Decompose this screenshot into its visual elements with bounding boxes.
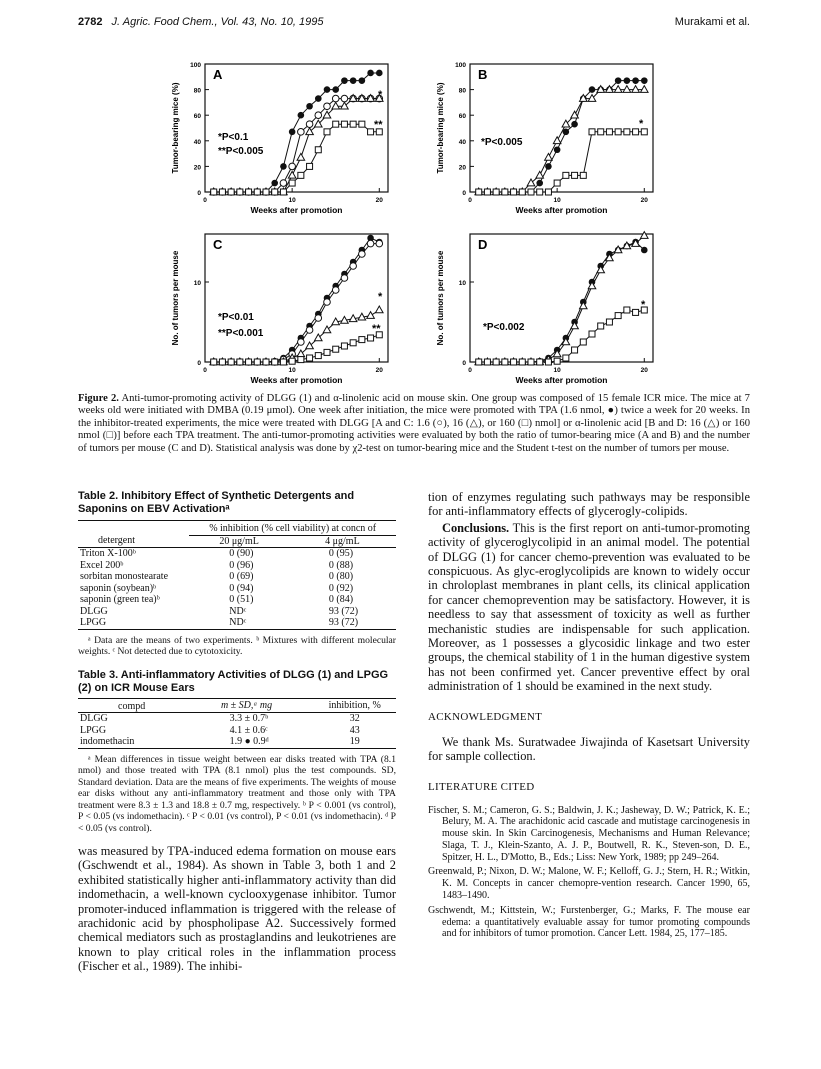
conclusions-paragraph [428, 521, 750, 694]
table-cell: 0 (69) [229, 571, 254, 582]
table3-title: Table 3. Anti-inflammatory Activities of DLGG (1) and LPGG (2) on ICR Mouse Ears [78, 668, 389, 694]
table-cell: DLGG [80, 713, 108, 724]
chart-annotation: *P<0.1 [218, 132, 249, 143]
x-tick-label: 0 [468, 367, 472, 374]
table-cell: LPGG [80, 724, 107, 736]
data-point [493, 359, 499, 365]
table-cell: indomethacin [80, 736, 135, 747]
y-tick-label: 60 [458, 113, 466, 121]
data-point [493, 189, 499, 195]
panel-label: B [478, 67, 488, 82]
table-cell: 43 [349, 724, 360, 736]
data-point [341, 343, 347, 349]
y-axis-label: No. of tumors per mouse [436, 250, 445, 346]
data-point [341, 275, 348, 282]
right-body-text: tion of enzymes regulating such pathways may be responsible for anti-inflammatory effects of glycerogly-colipids. [428, 490, 750, 519]
panel-label: A [213, 67, 223, 82]
chart-annotation: **P<0.001 [218, 328, 264, 339]
data-point [367, 70, 374, 77]
data-point [545, 189, 551, 195]
data-point [563, 355, 569, 361]
data-point [554, 358, 560, 364]
y-tick-label: 80 [193, 87, 201, 95]
data-point [359, 121, 365, 127]
journal-citation: J. Agric. Food Chem., Vol. 43, No. 10, 1995 [111, 16, 324, 28]
y-tick-label: 100 [455, 62, 466, 69]
data-point [633, 309, 639, 315]
table-cell: sorbitan monostearate [80, 571, 169, 582]
data-point [280, 180, 287, 187]
chart-b-svg [425, 52, 675, 222]
y-axis-label: Tumor-bearing mice (%) [171, 82, 180, 174]
data-point [598, 323, 604, 329]
data-point [615, 129, 621, 135]
data-point [272, 189, 278, 195]
data-point [553, 137, 561, 144]
data-point [615, 313, 621, 319]
chart-a-svg [160, 52, 410, 222]
data-point [272, 359, 278, 365]
acknowledgment-heading: ACKNOWLEDGMENT [428, 710, 543, 723]
chart-annotation: * [639, 118, 644, 130]
table-row [78, 736, 396, 748]
y-tick-label: 100 [190, 62, 201, 69]
chart-d-svg [425, 222, 675, 392]
y-tick-label: 80 [458, 87, 466, 95]
series-line [479, 242, 645, 362]
x-tick-label: 10 [288, 367, 296, 374]
data-point [528, 189, 534, 195]
y-tick-label: 0 [462, 190, 466, 197]
panel-label: D [478, 237, 488, 252]
data-point [640, 86, 648, 93]
data-point [641, 77, 648, 84]
data-point [572, 347, 578, 353]
caption-text: Anti-tumor-promoting activity of DLGG (1) and α-linolenic acid on mouse skin. One group was composed of 15 female ICR mice. The mice at 7 weeks old were initiated with DMBA (0.19 μmol). One week after initiation, the mice were promoted with TPA (1.6 nmol, ●) twice a week for 20 weeks. In the inhibitor-treated experiments, the mice were treated with DLGG [A and C: 1.6 (○), 16 (△), or 160 (□) nmol] or α-linolenic acid [B and D: 16 (△) or 160 nmol (□)] before each TPA treatment. The anti-tumor-promoting activities were evaluated by both the ratio of tumor-bearing mice (A and B) and the number of tumors per mouse (C and D). Statistical analysis was done by χ2-test on tumor-bearing mice and the Student t-test on the number of tumors per mouse. [78, 393, 750, 454]
right-column [428, 490, 750, 943]
data-point [641, 247, 648, 254]
data-point [254, 359, 260, 365]
data-point [554, 146, 561, 153]
y-tick-label: 10 [193, 280, 201, 287]
data-point [640, 232, 648, 239]
data-point [519, 189, 525, 195]
data-point [324, 86, 331, 93]
chart-annotation: ** [374, 119, 383, 131]
data-point [289, 358, 295, 364]
data-point [271, 180, 278, 187]
literature-heading: LITERATURE CITED [428, 780, 535, 793]
running-header [78, 16, 324, 28]
left-column [78, 490, 396, 974]
table-cell: 0 (94) [229, 582, 254, 594]
table-cell: saponin (green tea)ᵇ [80, 594, 160, 605]
data-point [350, 77, 357, 84]
x-tick-label: 0 [468, 197, 472, 204]
conclusions-text: This is the first report on anti-tumor-promoting activity of glyceroglycolipid in an animal model. The potential of DLGG (1) for cancer chemo-prevention was evaluated to be conspicuous. As glyc-eroglycolipids are known to widely occur in chroloplast membranes in plant cells, its clinical application for cancer chemoprevention may be satisfactory. However, it is needless to say that assessment of toxicity as well as further mechanistic studies are indispensable for such application. Moreover, as 1 possesses a glycosidic linkage and two ester groups, the chemical stability of 1 in the human digestive system has not been confirmed yet. Cancer preventive effect by oral administration of 1 should be examined in the next study. [428, 520, 750, 694]
data-point [571, 121, 578, 128]
data-point [624, 77, 631, 84]
chart-annotation: *P<0.01 [218, 312, 254, 323]
table3-col-header: compd [118, 700, 146, 712]
x-axis-label: Weeks after promotion [250, 205, 343, 215]
series-line [479, 236, 645, 362]
data-point [376, 70, 383, 77]
data-point [598, 129, 604, 135]
x-axis-label: Weeks after promotion [250, 375, 343, 385]
table-cell: 0 (84) [328, 594, 354, 605]
data-point [298, 129, 305, 136]
data-point [367, 240, 374, 247]
table2-col-header: 20 μg/mL [219, 535, 259, 547]
table-cell: saponin (soybean)ᵇ [80, 582, 157, 594]
data-point [376, 240, 383, 247]
data-point [219, 359, 225, 365]
table3 [78, 698, 396, 749]
data-point [263, 189, 269, 195]
data-point [519, 359, 525, 365]
data-point [624, 129, 630, 135]
chart-c-svg [160, 222, 410, 392]
data-point [606, 319, 612, 325]
data-point [476, 189, 482, 195]
data-point [537, 359, 543, 365]
data-point [324, 299, 331, 306]
data-point [297, 153, 305, 160]
data-point [368, 129, 374, 135]
data-point [306, 121, 313, 128]
data-point [632, 77, 639, 84]
data-point [289, 163, 296, 170]
data-point [554, 180, 560, 186]
x-axis-label: Weeks after promotion [515, 375, 608, 385]
left-body-text: was measured by TPA-induced edema formation on mouse ears (Gschwendt et al., 1984). As shown in Table 3, both 1 and 2 exhibited statistically higher anti-inflammatory activity than did indomethacin, a well-known cyclooxygenase inhibitor. Tumor promoter-induced inflammation is triggered with the release of arachidonic acid by phospholipase A2. Successively formed chemical mediators such as prostaglandins and leukotrienes are known to play critical roles in the inflammation process (Fischer et al., 1989). The inhibi- [78, 844, 396, 974]
x-tick-label: 0 [203, 197, 207, 204]
data-point [536, 180, 543, 187]
data-point [315, 95, 322, 102]
data-point [315, 353, 321, 359]
data-point [263, 359, 269, 365]
table-cell: NDᶜ [229, 617, 247, 628]
data-point [341, 121, 347, 127]
data-point [511, 189, 517, 195]
x-axis-label: Weeks after promotion [515, 205, 608, 215]
y-tick-label: 0 [462, 360, 466, 367]
data-point [511, 359, 517, 365]
x-tick-label: 20 [375, 367, 383, 374]
data-point [350, 340, 356, 346]
data-point [545, 153, 553, 160]
y-tick-label: 40 [193, 138, 201, 146]
data-point [589, 129, 595, 135]
chart-panel-d [425, 222, 675, 392]
data-point [484, 359, 490, 365]
x-tick-label: 0 [203, 367, 207, 374]
data-point [315, 112, 322, 119]
data-point [298, 357, 304, 363]
data-point [228, 359, 234, 365]
data-point [298, 112, 305, 119]
data-point [614, 86, 622, 93]
data-point [359, 337, 365, 343]
data-point [333, 346, 339, 352]
table-row [78, 606, 396, 618]
table-cell: 3.3 ± 0.7ᵇ [229, 713, 269, 724]
data-point [307, 355, 313, 361]
chart-panel-b [425, 52, 675, 222]
table-cell: 19 [349, 736, 360, 747]
data-point [545, 163, 552, 170]
data-point [341, 77, 348, 84]
data-point [211, 359, 217, 365]
data-point [306, 103, 313, 110]
data-point [341, 95, 348, 102]
table-cell: 32 [349, 713, 360, 724]
chart-annotation: ** [372, 323, 381, 335]
table2-title: Table 2. Inhibitory Effect of Synthetic Detergents and Saponins on EBV Activationᵃ [78, 490, 355, 515]
chart-panel-c [160, 222, 410, 392]
y-axis-label: Tumor-bearing mice (%) [436, 82, 445, 174]
data-point [589, 86, 596, 93]
x-tick-label: 10 [288, 197, 296, 204]
reference-item: Gschwendt, M.; Kittstein, W.; Furstenberger, G.; Marks, F. The mouse ear edema: a quantitatively evaluable assay for tumor promoting compounds and for inhibitors of tumor promotion. Cancer Lett. 1984, 25, 177–185. [428, 904, 750, 940]
y-tick-label: 60 [193, 113, 201, 121]
table-cell: 0 (51) [229, 594, 254, 605]
plot-frame [470, 234, 653, 362]
data-point [280, 163, 287, 170]
chart-annotation: *P<0.002 [483, 322, 525, 333]
x-tick-label: 20 [375, 197, 383, 204]
data-point [350, 263, 357, 270]
table-row [78, 571, 396, 583]
data-point [545, 359, 551, 365]
table-row [78, 713, 396, 725]
data-point [563, 172, 569, 178]
data-point [502, 189, 508, 195]
data-point [306, 327, 313, 334]
data-point [333, 121, 339, 127]
y-tick-label: 40 [458, 138, 466, 146]
reference-list [428, 805, 750, 941]
chart-annotation: * [378, 291, 383, 303]
table-cell: 93 (72) [328, 617, 359, 628]
page-number: 2782 [78, 16, 103, 28]
data-point [246, 189, 252, 195]
table-cell: 0 (88) [328, 559, 354, 571]
table-row [78, 583, 396, 595]
data-point [332, 86, 339, 93]
data-point [324, 349, 330, 355]
data-point [537, 189, 543, 195]
reference-item: Greenwald, P.; Nixon, D. W.; Malone, W. F.; Kelloff, G. J.; Stern, H. R.; Witkin, K. M. Concepts in cancer chemopre-vention research. Cancer 1990, 65, 1483–1490. [428, 866, 750, 902]
data-point [580, 172, 586, 178]
data-point [307, 163, 313, 169]
data-point [237, 189, 243, 195]
chart-panel-a [160, 52, 410, 222]
table-cell: NDᶜ [229, 605, 247, 617]
data-point [315, 147, 321, 153]
table2-col-header: 4 μg/mL [325, 535, 360, 547]
data-point [211, 189, 217, 195]
table-row [78, 617, 396, 629]
data-point [572, 172, 578, 178]
data-point [298, 172, 304, 178]
data-point [633, 129, 639, 135]
table2-footnote: ᵃ Data are the means of two experiments. ᵇ Mixtures with different molecular weights. ᶜ Not detected due to cytotoxicity. [78, 634, 396, 657]
table-cell: LPGG [80, 617, 107, 628]
table2-group-header: % inhibition (% cell viability) at concn of [189, 521, 396, 536]
data-point [237, 359, 243, 365]
table-cell: Triton X-100ᵇ [80, 548, 136, 559]
data-point [632, 86, 640, 93]
panel-label: C [213, 237, 223, 252]
data-point [580, 339, 586, 345]
x-tick-label: 10 [553, 197, 561, 204]
data-point [332, 287, 339, 294]
data-point [367, 312, 375, 319]
data-point [589, 331, 595, 337]
data-point [359, 77, 366, 84]
data-point [332, 102, 340, 109]
data-point [350, 121, 356, 127]
data-point [368, 335, 374, 341]
data-point [536, 171, 544, 178]
data-point [476, 359, 482, 365]
data-point [324, 103, 331, 110]
caption-label: Figure 2. [78, 393, 119, 404]
chart-annotation: **P<0.005 [218, 146, 264, 157]
chart-annotation: * [641, 299, 646, 311]
data-point [280, 359, 286, 365]
data-point [289, 129, 296, 136]
x-tick-label: 20 [640, 367, 648, 374]
table-cell: DLGG [80, 605, 108, 617]
y-tick-label: 10 [458, 280, 466, 287]
y-tick-label: 0 [197, 360, 201, 367]
y-tick-label: 20 [458, 164, 466, 172]
table-cell: 4.1 ± 0.6ᶜ [229, 724, 268, 736]
data-point [332, 95, 339, 102]
y-tick-label: 20 [193, 164, 201, 172]
data-point [571, 111, 579, 118]
table-cell: 0 (92) [328, 582, 354, 594]
data-point [502, 359, 508, 365]
data-point [528, 359, 534, 365]
data-point [615, 77, 622, 84]
x-tick-label: 20 [640, 197, 648, 204]
data-point [254, 189, 260, 195]
table-cell: 1.9 ● 0.9ᵈ [229, 736, 269, 747]
data-point [219, 189, 225, 195]
table3-footnote: ᵃ Mean differences in tissue weight between ear disks treated with TPA (8.1 nmol) and those treated with TPA (8.1 nmol) plus the test compounds. SD, Standard deviation. Data are the means of five experiments. The weights of mouse ear disks without any anti-inflammatory treatment and those only with TPA treatment were 8.3 ± 1.3 and 18.8 ± 0.7 mg, respectively. ᵇ P < 0.001 (vs control), P < 0.05 (vs indomethacin). ᶜ P < 0.01 (vs control), P < 0.01 (vs indomethacin). ᵈ P < 0.05 (vs control). [78, 753, 396, 834]
data-point [359, 251, 366, 258]
data-point [280, 189, 286, 195]
y-axis-label: No. of tumors per mouse [171, 250, 180, 346]
data-point [484, 189, 490, 195]
y-tick-label: 0 [197, 190, 201, 197]
table-cell: 0 (96) [229, 559, 254, 571]
table-cell: 0 (95) [328, 548, 354, 559]
data-point [298, 339, 305, 346]
reference-item: Fischer, S. M.; Cameron, G. S.; Baldwin, J. K.; Jasheway, D. W.; Patrick, K. E.; Belury, M. A. The arachidonic acid cascade and mutistage carcinogenesis in mouse skin. In Skin Carcinogenesis, Mechanisms and Human Relevance; Slaga, T. J., Klein-Szanto, A. J. P., Boutwell, R. K., Steven-son, D. E., Spitzer, H. L., D'Motto, B., Eds.; Liss: New York, 1989; pp 249–264. [428, 804, 750, 863]
table3-col-header: inhibition, % [328, 699, 381, 711]
figure-caption [78, 393, 750, 455]
data-point [606, 129, 612, 135]
table-row [78, 594, 396, 606]
table-cell: 0 (90) [229, 548, 254, 559]
table-row [78, 725, 396, 737]
data-point [228, 189, 234, 195]
header-authors: Murakami et al. [674, 16, 750, 28]
x-tick-label: 10 [553, 367, 561, 374]
acknowledgment-text: We thank Ms. Suratwadee Jiwajinda of Kasetsart University for sample collection. [428, 734, 750, 764]
table2 [78, 520, 396, 630]
table-row [78, 548, 396, 560]
table2-col-header: detergent [98, 535, 136, 547]
chart-annotation: *P<0.005 [481, 137, 523, 148]
table3-col-header: m ± SD,ᵃ mg [220, 699, 273, 711]
table-cell: 0 (80) [328, 571, 354, 582]
data-point [289, 180, 295, 186]
data-point [624, 307, 630, 313]
table-cell: Excel 200ᵇ [80, 559, 124, 571]
conclusions-heading: Conclusions. [442, 520, 510, 535]
table-row [78, 560, 396, 572]
data-point [315, 315, 322, 322]
table-cell: 93 (72) [328, 605, 359, 617]
data-point [324, 129, 330, 135]
data-point [246, 359, 252, 365]
data-point [375, 306, 383, 313]
chart-annotation: * [378, 89, 383, 101]
data-point [623, 86, 631, 93]
